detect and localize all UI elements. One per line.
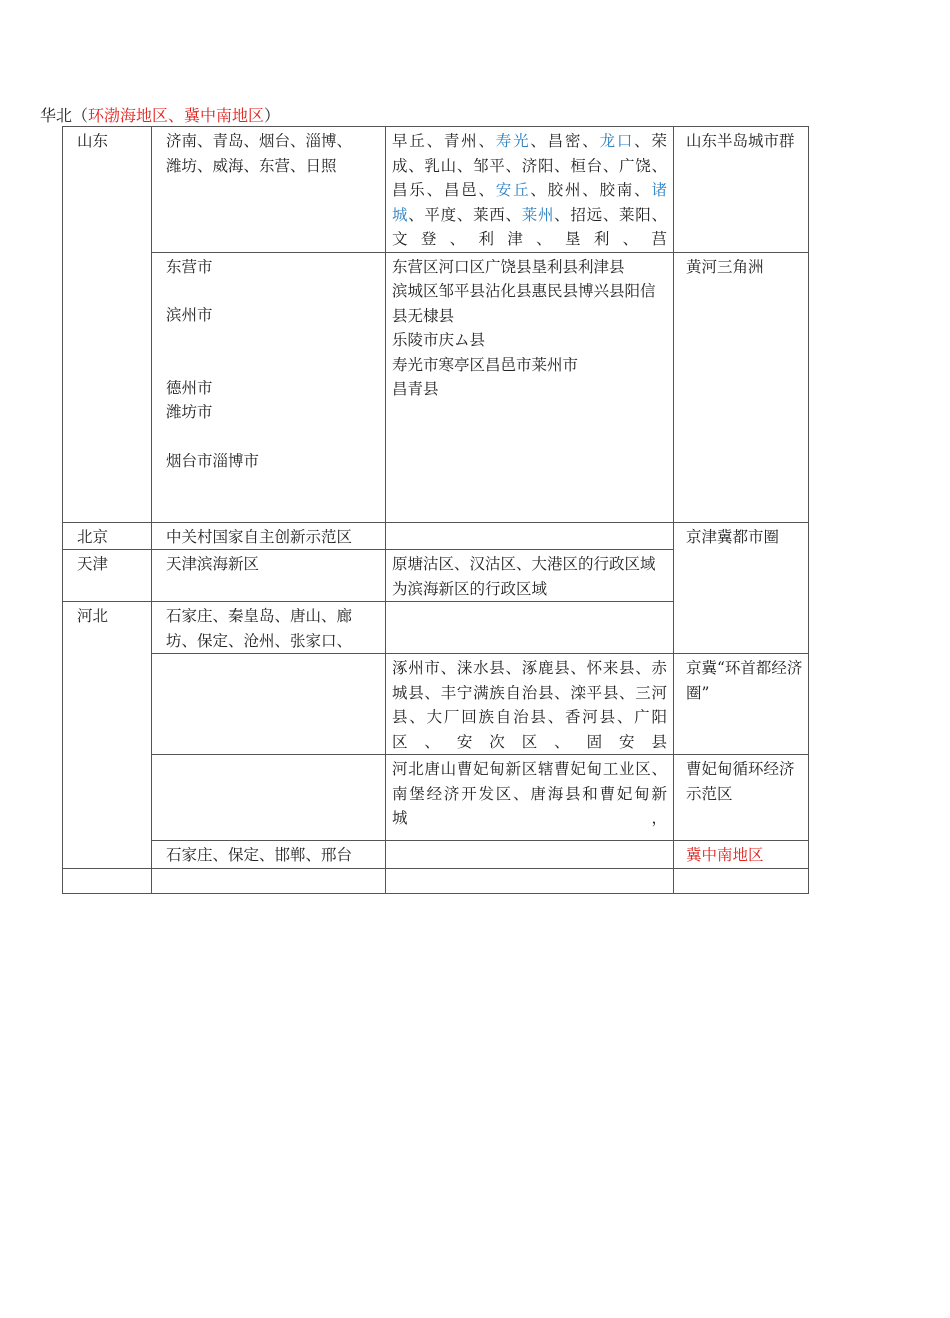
county-line: 乐陵市庆ム县	[392, 331, 486, 349]
county-highlight: 寿光	[495, 132, 531, 150]
counties-cell	[386, 522, 674, 550]
region-heading	[40, 106, 280, 126]
cities-cell	[152, 602, 386, 654]
region-cell: 冀中南地区	[674, 841, 809, 869]
city-line: 潍坊市	[166, 403, 213, 421]
empty-cell	[674, 868, 809, 893]
region-cell: 山东半岛城市群	[674, 127, 809, 253]
city-line: 东营市	[166, 257, 213, 276]
province-cell-hebei: 河北	[63, 602, 152, 869]
empty-cell	[386, 868, 674, 893]
province-cell-tianjin: 天津	[63, 550, 152, 602]
empty-cell	[63, 868, 152, 893]
counties-cell	[386, 841, 674, 869]
city-line: 潍坊、威海、东营、日照	[166, 156, 337, 175]
heading-highlight: 环渤海地区、冀中南地区	[88, 106, 265, 125]
county-text: 、昌密、	[530, 132, 600, 150]
county-text: 、招远、莱阳、文登、利津、垦利、莒	[392, 205, 667, 248]
county-text: 、平度、莱西、	[408, 205, 522, 224]
region-table	[62, 126, 809, 894]
city-line: 济南、青岛、烟台、淄博、	[166, 132, 353, 150]
cities-cell: 中关村国家自主创新示范区	[152, 522, 386, 550]
county-highlight: 安丘	[495, 181, 531, 199]
counties-cell	[386, 252, 674, 522]
city-line: 德州市	[166, 378, 213, 397]
city-line: 坊、保定、沧州、张家口、	[166, 631, 353, 650]
county-highlight: 龙口	[599, 132, 635, 150]
empty-cell	[152, 868, 386, 893]
county-text: 、胶州、胶南、	[530, 181, 652, 199]
counties-cell: 涿州市、涞水县、涿鹿县、怀来县、赤城县、丰宁满族自治县、滦平县、三河县、大厂回族自治县、香河县、广阳区、安次区、固安县	[386, 654, 674, 755]
cities-cell: 石家庄、保定、邯郸、邢台	[152, 841, 386, 869]
counties-cell	[386, 602, 674, 654]
cities-cell	[152, 755, 386, 841]
region-cell: 京冀“环首都经济圈”	[674, 654, 809, 755]
county-line: 昌青县	[392, 380, 439, 398]
province-cell-shandong: 山东	[63, 127, 152, 523]
city-line: 烟台市淄博市	[166, 451, 260, 470]
province-cell-beijing: 北京	[63, 522, 152, 550]
table-row	[63, 654, 809, 755]
county-text: 、荣成、乳山、邹平、济阳、桓台、广饶、昌乐、昌邑、	[392, 132, 667, 199]
county-line: 寿光市寒亭区昌邑市莱州市	[392, 355, 579, 374]
region-cell: 曹妃甸循环经济示范区	[674, 755, 809, 841]
table-row	[63, 841, 809, 869]
heading-prefix: 华北（	[40, 106, 89, 125]
table-row	[63, 755, 809, 841]
counties-cell: 原塘沽区、汉沽区、大港区的行政区域为滨海新区的行政区域	[386, 550, 674, 602]
table-row	[63, 252, 809, 522]
counties-cell: 河北唐山曹妃甸新区辖曹妃甸工业区、南堡经济开发区、唐海县和曹妃甸新城，	[386, 755, 674, 841]
county-highlight: 莱州	[521, 205, 555, 224]
heading-suffix: ）	[264, 106, 281, 125]
counties-cell	[386, 127, 674, 253]
cities-cell: 天津滨海新区	[152, 550, 386, 602]
cities-cell	[152, 127, 386, 253]
region-cell: 京津冀都市圈	[674, 522, 809, 654]
region-cell: 黄河三角洲	[674, 252, 809, 522]
table-row	[63, 868, 809, 893]
county-line: 东营区河口区广饶县垦利县利津县	[392, 257, 625, 276]
cities-cell	[152, 252, 386, 522]
table-row	[63, 522, 809, 550]
cities-cell	[152, 654, 386, 755]
city-line: 石家庄、秦皇岛、唐山、廊	[166, 607, 353, 625]
county-text: 早丘、青州、	[392, 132, 496, 150]
county-line: 滨城区邹平县沾化县惠民县博兴县阳信县无棣县	[392, 282, 656, 325]
city-line: 滨州市	[166, 306, 213, 324]
table-row	[63, 127, 809, 253]
county-highlight: 诸城	[392, 181, 667, 224]
